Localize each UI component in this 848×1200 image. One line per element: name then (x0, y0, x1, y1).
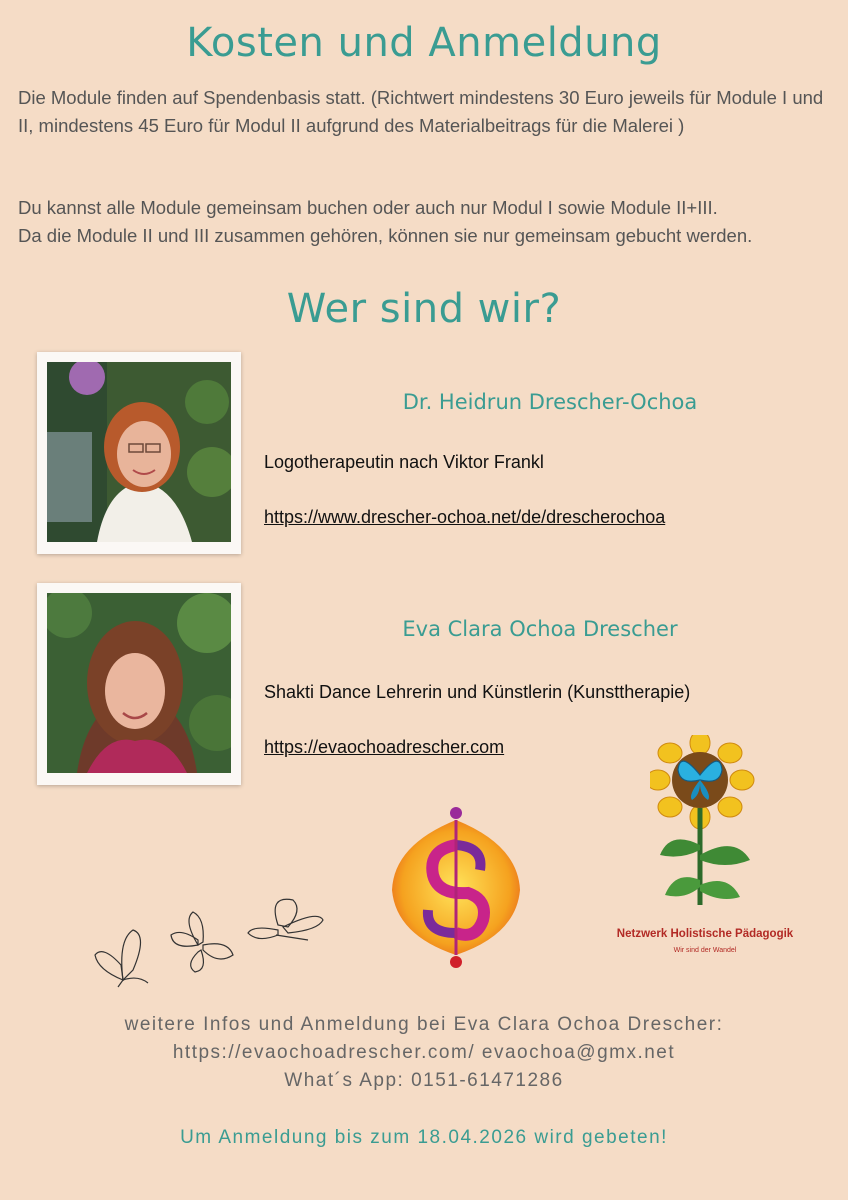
person-name: Dr. Heidrun Drescher-Ochoa (402, 390, 698, 414)
person-role: Shakti Dance Lehrerin und Künstlerin (Kunsttherapie) (264, 682, 691, 702)
costs-title: Kosten und Anmeldung (186, 20, 662, 66)
booking-paragraph (18, 194, 833, 250)
footer-contact-line: https://evaochoadrescher.com/ evaochoa@gmx.net (172, 1042, 676, 1063)
booking-line-1: Du kannst alle Module gemeinsam buchen oder auch nur Modul I sowie Module II+III. (18, 197, 718, 218)
costs-paragraph: Die Module finden auf Spendenbasis statt. (Richtwert mindestens 30 Euro jeweils für Module I und II, mindestens 45 Euro für Modul II aufgrund des Materialbeitrags für die Malerei ) (18, 87, 824, 136)
butterflies-drawing (88, 895, 333, 990)
portrait-heidrun-image (47, 362, 231, 542)
footer-whatsapp-line: What´s App: 0151-61471286 (284, 1070, 564, 1091)
person-role: Logotherapeutin nach Viktor Frankl (264, 452, 544, 472)
network-name: Netzwerk Holistische Pädagogik (616, 928, 794, 940)
person-website-link[interactable]: https://evaochoadrescher.com (264, 737, 505, 757)
shakti-logo (388, 805, 524, 970)
portrait-eva (37, 583, 241, 785)
person-name: Eva Clara Ochoa Drescher (402, 617, 678, 641)
portrait-heidrun (37, 352, 241, 554)
footer-info-line: weitere Infos und Anmeldung bei Eva Clara Ochoa Drescher: (124, 1014, 724, 1035)
portrait-eva-image (47, 593, 231, 773)
sunflower-logo (650, 735, 760, 915)
team-title: Wer sind wir? (286, 286, 562, 332)
network-tagline: Wir sind der Wandel (673, 947, 737, 954)
person-website-link[interactable]: https://www.drescher-ochoa.net/de/drescherochoa (264, 507, 666, 527)
booking-line-2: Da die Module II und III zusammen gehören, können sie nur gemeinsam gebucht werden. (18, 225, 753, 246)
registration-deadline: Um Anmeldung bis zum 18.04.2026 wird gebeten! (180, 1127, 668, 1148)
